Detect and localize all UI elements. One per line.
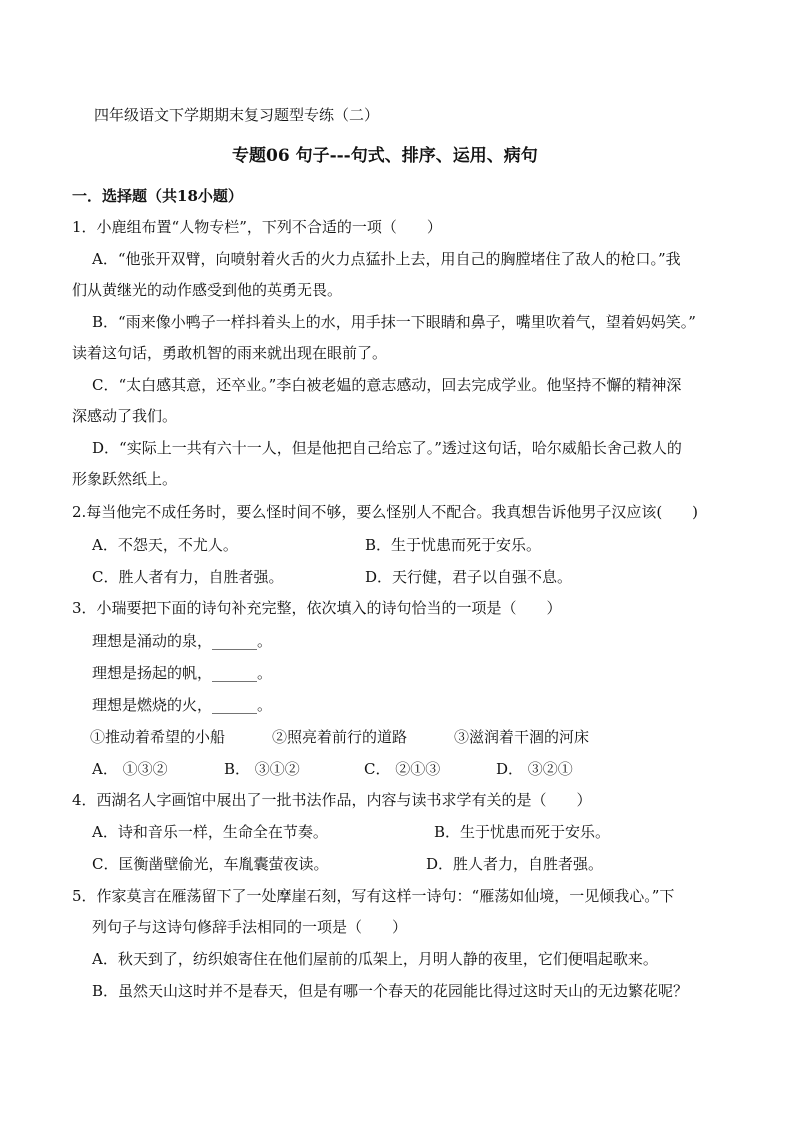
phrase-option-3: ③滋润着干涸的河床 xyxy=(454,728,590,746)
option-d: D．天行健，君子以自强不息。 xyxy=(365,568,573,586)
option-b: B．虽然天山这时并不是春天，但是有哪一个春天的花园能比得过这时天山的无边繁花呢？ xyxy=(92,982,689,1000)
option-c-continued: 深感动了我们。 xyxy=(72,407,178,425)
option-b: B． ③①② xyxy=(224,760,300,778)
option-d: D．“实际上一共有六十一人，但是他把自己给忘了。”透过这句话，哈尔威船长舍己救人的 xyxy=(92,439,682,457)
question-stem: 3．小瑞要把下面的诗句补充完整，依次填入的诗句恰当的一项是（ ） xyxy=(72,599,562,617)
poem-line-1: 理想是涌动的泉，______。 xyxy=(92,632,273,650)
option-d: D． ③②① xyxy=(496,760,573,778)
option-a-continued: 们从黄继光的动作感受到他的英勇无畏。 xyxy=(72,281,343,299)
option-b-continued: 读着这句话，勇敢机智的雨来就出现在眼前了。 xyxy=(72,344,388,362)
option-b: B．生于忧患而死于安乐。 xyxy=(365,536,542,554)
option-d: D．胜人者力，自胜者强。 xyxy=(426,855,604,873)
poem-line-2: 理想是扬起的帆，______。 xyxy=(92,664,273,682)
section-heading: 一．选择题（共18小题） xyxy=(72,187,243,205)
poem-line-3: 理想是燃烧的火，______。 xyxy=(92,696,273,714)
option-c: C．“太白感其意，还卒业。”李白被老媪的意志感动，回去完成学业。他坚持不懈的精神深 xyxy=(92,376,682,394)
option-c: C． ②①③ xyxy=(364,760,441,778)
option-a: A．诗和音乐一样，生命全在节奏。 xyxy=(92,823,328,841)
worksheet-header: 四年级语文下学期期末复习题型专练（二） xyxy=(94,106,380,124)
option-d-continued: 形象跃然纸上。 xyxy=(72,470,178,488)
option-c: C．胜人者有力，自胜者强。 xyxy=(92,568,284,586)
question-stem: 1．小鹿组布置“人物专栏”，下列不合适的一项（ ） xyxy=(72,218,442,236)
option-a: A．秋天到了，纺织娘寄住在他们屋前的瓜架上，月明人静的夜里，它们便唱起歌来。 xyxy=(92,950,658,968)
option-c: C．匡衡凿壁偷光，车胤囊萤夜读。 xyxy=(92,855,329,873)
page-title: 专题06 句子---句式、排序、运用、病句 xyxy=(232,146,538,166)
phrase-option-1: ①推动着希望的小船 xyxy=(90,728,226,746)
option-a: A．不怨天，不尤人。 xyxy=(92,536,238,554)
question-stem-continued: 列句子与这诗句修辞手法相同的一项是（ ） xyxy=(92,918,408,936)
option-a: A．“他张开双臂，向喷射着火舌的火力点猛扑上去，用自己的胸膛堵住了敌人的枪口。”我 xyxy=(92,250,681,268)
option-a: A． ①③② xyxy=(92,760,168,778)
option-b: B．生于忧患而死于安乐。 xyxy=(434,823,611,841)
question-stem: 2.每当他完不成任务时，要么怪时间不够，要么怪别人不配合。我真想告诉他男子汉应该( ) xyxy=(72,503,699,521)
phrase-option-2: ②照亮着前行的道路 xyxy=(272,728,408,746)
question-stem: 4．西湖名人字画馆中展出了一批书法作品，内容与读书求学有关的是（ ） xyxy=(72,791,592,809)
option-b: B．“雨来像小鸭子一样抖着头上的水，用手抹一下眼睛和鼻子，嘴里吹着气，望着妈妈笑。” xyxy=(92,313,696,331)
question-stem: 5．作家莫言在雁荡留下了一处摩崖石刻，写有这样一诗句：“雁荡如仙境，一见倾我心。”下 xyxy=(72,887,675,905)
